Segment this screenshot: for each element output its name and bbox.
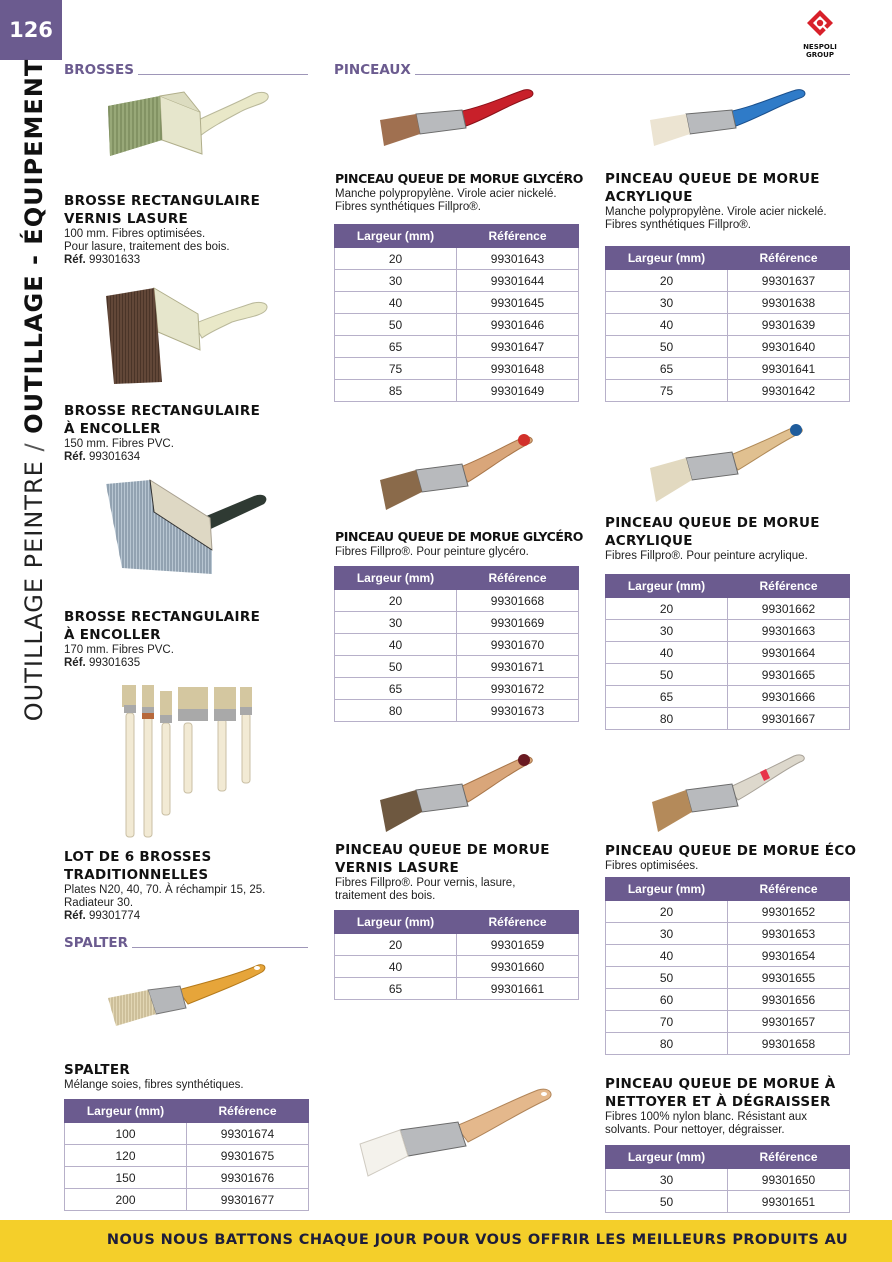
width-cell: 65 — [335, 336, 457, 358]
width-cell: 100 — [65, 1123, 187, 1145]
reference-cell: 99301677 — [187, 1189, 309, 1211]
product-desc: Plates N20, 40, 70. À réchampir 15, 25. — [64, 884, 266, 896]
product-title: À ENCOLLER — [64, 627, 161, 643]
product-title: SPALTER — [64, 1062, 131, 1078]
col-header-width: Largeur (mm) — [606, 247, 728, 270]
table-row — [606, 901, 850, 923]
reference-cell: 99301640 — [728, 336, 850, 358]
width-cell: 20 — [335, 934, 457, 956]
product-desc: Radiateur 30. — [64, 897, 134, 909]
section-title: PINCEAUX — [334, 62, 411, 78]
width-cell: 80 — [606, 708, 728, 730]
spalter-image — [108, 960, 268, 1030]
width-cell: 120 — [65, 1145, 187, 1167]
product-desc: solvants. Pour nettoyer, dégraisser. — [605, 1124, 785, 1136]
width-cell: 150 — [65, 1167, 187, 1189]
product-title: PINCEAU QUEUE DE MORUE — [605, 515, 820, 531]
reference-cell: 99301663 — [728, 620, 850, 642]
table-row — [335, 292, 579, 314]
pinceau-acrylique-wood-image — [648, 424, 806, 508]
table-row — [606, 923, 850, 945]
product-pinceau-vernis-lasure — [335, 841, 595, 903]
table-row — [606, 664, 850, 686]
table-row — [65, 1189, 309, 1211]
table-row — [335, 248, 579, 270]
table-row — [606, 292, 850, 314]
section-title: BROSSES — [64, 62, 134, 78]
col-header-width: Largeur (mm) — [606, 878, 728, 901]
reference-cell: 99301646 — [457, 314, 579, 336]
reference-cell: 99301670 — [457, 634, 579, 656]
col-header-reference: Référence — [457, 567, 579, 590]
table-row — [335, 612, 579, 634]
width-cell: 50 — [606, 664, 728, 686]
col-header-width: Largeur (mm) — [606, 1146, 728, 1169]
spec-table-pinceau-acrylique-2 — [605, 574, 850, 730]
page-number: 126 — [0, 0, 62, 60]
product-title: PINCEAU QUEUE DE MORUE ÉCO — [605, 843, 857, 859]
width-cell: 85 — [335, 380, 457, 402]
table-row — [335, 700, 579, 722]
width-cell: 65 — [335, 978, 457, 1000]
product-title: BROSSE RECTANGULAIRE — [64, 193, 261, 209]
product-desc: Pour lasure, traitement des bois. — [64, 241, 230, 253]
width-cell: 75 — [606, 380, 728, 402]
reference-cell: 99301645 — [457, 292, 579, 314]
width-cell: 75 — [335, 358, 457, 380]
reference-cell: 99301668 — [457, 590, 579, 612]
product-desc: 170 mm. Fibres PVC. — [64, 644, 174, 656]
table-row — [606, 642, 850, 664]
table-row — [606, 336, 850, 358]
reference-cell: 99301638 — [728, 292, 850, 314]
col-header-reference: Référence — [187, 1100, 309, 1123]
reference-cell: 99301652 — [728, 901, 850, 923]
col-header-reference: Référence — [728, 575, 850, 598]
brand-group: GROUP — [806, 51, 834, 59]
reference-cell: 99301660 — [457, 956, 579, 978]
product-pinceau-eco — [605, 842, 865, 873]
table-row — [335, 314, 579, 336]
col-header-reference: Référence — [728, 878, 850, 901]
spec-table-spalter — [64, 1099, 309, 1211]
reference-cell: 99301653 — [728, 923, 850, 945]
table-row — [65, 1145, 309, 1167]
product-ref: Réf. 99301774 — [64, 910, 141, 922]
spec-table-pinceau-glycero-2 — [334, 566, 579, 722]
reference-cell: 99301669 — [457, 612, 579, 634]
section-header-brosses — [64, 62, 308, 78]
width-cell: 50 — [606, 1191, 728, 1213]
table-row — [606, 1011, 850, 1033]
width-cell: 20 — [606, 901, 728, 923]
reference-cell: 99301661 — [457, 978, 579, 1000]
product-title: TRADITIONNELLES — [64, 867, 209, 883]
table-row — [606, 620, 850, 642]
table-row — [606, 598, 850, 620]
reference-cell: 99301656 — [728, 989, 850, 1011]
brush-set-image — [118, 683, 258, 839]
table-row — [606, 686, 850, 708]
product-desc: 150 mm. Fibres PVC. — [64, 438, 174, 450]
product-desc: Fibres Fillpro®. Pour peinture acrylique. — [605, 550, 808, 562]
table-row — [606, 380, 850, 402]
width-cell: 65 — [335, 678, 457, 700]
reference-cell: 99301672 — [457, 678, 579, 700]
product-title: PINCEAU QUEUE DE MORUE À — [605, 1076, 836, 1092]
product-pinceau-acrylique-1 — [605, 170, 865, 232]
product-spalter — [64, 1061, 314, 1092]
reference-cell: 99301649 — [457, 380, 579, 402]
section-title: SPALTER — [64, 935, 129, 951]
width-cell: 65 — [606, 358, 728, 380]
table-row — [335, 634, 579, 656]
col-header-reference: Référence — [457, 911, 579, 934]
product-desc: Fibres Fillpro®. Pour peinture glycéro. — [335, 546, 529, 558]
col-header-width: Largeur (mm) — [606, 575, 728, 598]
product-title: VERNIS LASURE — [64, 211, 189, 227]
width-cell: 50 — [606, 967, 728, 989]
table-row — [335, 336, 579, 358]
reference-cell: 99301658 — [728, 1033, 850, 1055]
table-row — [335, 678, 579, 700]
width-cell: 30 — [335, 270, 457, 292]
product-desc: Fibres synthétiques Fillpro®. — [605, 219, 751, 231]
table-row — [606, 1033, 850, 1055]
table-row — [65, 1123, 309, 1145]
width-cell: 40 — [335, 956, 457, 978]
reference-cell: 99301664 — [728, 642, 850, 664]
product-pinceau-nettoyer — [605, 1075, 875, 1137]
table-row — [335, 656, 579, 678]
reference-cell: 99301666 — [728, 686, 850, 708]
section-header-spalter — [64, 935, 308, 951]
pinceau-vernis-lasure-image — [378, 752, 536, 840]
product-title: BROSSE RECTANGULAIRE — [64, 609, 261, 625]
table-row — [335, 956, 579, 978]
table-row — [606, 314, 850, 336]
reference-cell: 99301675 — [187, 1145, 309, 1167]
product-title: LOT DE 6 BROSSES — [64, 849, 212, 865]
product-pinceau-glycero-2 — [335, 528, 595, 559]
width-cell: 200 — [65, 1189, 187, 1211]
col-header-width: Largeur (mm) — [335, 567, 457, 590]
table-row — [65, 1167, 309, 1189]
product-desc: Mélange soies, fibres synthétiques. — [64, 1079, 244, 1091]
width-cell: 20 — [606, 598, 728, 620]
width-cell: 40 — [606, 642, 728, 664]
product-lot-brosses — [64, 848, 314, 923]
width-cell: 40 — [335, 634, 457, 656]
width-cell: 30 — [335, 612, 457, 634]
table-row — [606, 1191, 850, 1213]
width-cell: 50 — [335, 656, 457, 678]
product-desc: Fibres synthétiques Fillpro®. — [335, 201, 481, 213]
product-title: PINCEAU QUEUE DE MORUE — [335, 842, 550, 858]
product-desc: Fibres optimisées. — [605, 860, 699, 872]
reference-cell: 99301647 — [457, 336, 579, 358]
table-row — [606, 708, 850, 730]
width-cell: 30 — [606, 1169, 728, 1191]
reference-cell: 99301673 — [457, 700, 579, 722]
reference-cell: 99301665 — [728, 664, 850, 686]
width-cell: 50 — [606, 336, 728, 358]
spec-table-pinceau-acrylique-1 — [605, 246, 850, 402]
product-desc: Fibres Fillpro®. Pour vernis, lasure, — [335, 877, 516, 889]
col-header-reference: Référence — [728, 1146, 850, 1169]
pinceau-glycero-red-image — [376, 86, 536, 156]
width-cell: 50 — [335, 314, 457, 336]
width-cell: 80 — [606, 1033, 728, 1055]
table-row — [606, 989, 850, 1011]
reference-cell: 99301676 — [187, 1167, 309, 1189]
reference-cell: 99301639 — [728, 314, 850, 336]
section-header-pinceaux — [334, 62, 850, 78]
table-row — [606, 1169, 850, 1191]
product-title: PINCEAU QUEUE DE MORUE GLYCÉRO — [335, 529, 583, 544]
width-cell: 20 — [335, 248, 457, 270]
reference-cell: 99301642 — [728, 380, 850, 402]
spec-table-pinceau-glycero-1 — [334, 224, 579, 402]
product-title: ACRYLIQUE — [605, 533, 693, 549]
table-row — [335, 590, 579, 612]
col-header-reference: Référence — [728, 247, 850, 270]
width-cell: 40 — [606, 945, 728, 967]
table-row — [335, 358, 579, 380]
table-row — [606, 967, 850, 989]
footer-banner — [0, 1220, 892, 1262]
reference-cell: 99301650 — [728, 1169, 850, 1191]
reference-cell: 99301667 — [728, 708, 850, 730]
width-cell: 70 — [606, 1011, 728, 1033]
width-cell: 20 — [606, 270, 728, 292]
brand-name: NESPOLI — [803, 43, 837, 51]
col-header-reference: Référence — [457, 225, 579, 248]
table-row — [606, 945, 850, 967]
width-cell: 40 — [335, 292, 457, 314]
table-row — [606, 358, 850, 380]
category-light: OUTILLAGE PEINTRE — [20, 460, 48, 722]
product-title: À ENCOLLER — [64, 421, 161, 437]
product-title: BROSSE RECTANGULAIRE — [64, 403, 261, 419]
reference-cell: 99301654 — [728, 945, 850, 967]
table-row — [335, 270, 579, 292]
width-cell: 60 — [606, 989, 728, 1011]
spec-table-pinceau-nettoyer — [605, 1145, 850, 1213]
footer-banner-text: NOUS NOUS BATTONS CHAQUE JOUR POUR VOUS OFFRIR LES MEILLEURS PRODUITS AU — [106, 1232, 848, 1248]
col-header-width: Largeur (mm) — [65, 1100, 187, 1123]
reference-cell: 99301657 — [728, 1011, 850, 1033]
width-cell: 30 — [606, 923, 728, 945]
product-title: PINCEAU QUEUE DE MORUE — [605, 171, 820, 187]
table-row — [606, 270, 850, 292]
category-vertical-title — [8, 58, 60, 722]
reference-cell: 99301644 — [457, 270, 579, 292]
width-cell: 80 — [335, 700, 457, 722]
reference-cell: 99301662 — [728, 598, 850, 620]
category-bold: OUTILLAGE - ÉQUIPEMENT — [20, 58, 48, 434]
pinceau-acrylique-blue-image — [646, 86, 808, 156]
width-cell: 40 — [606, 314, 728, 336]
width-cell: 20 — [335, 590, 457, 612]
product-title: VERNIS LASURE — [335, 860, 460, 876]
product-title: PINCEAU QUEUE DE MORUE GLYCÉRO — [335, 171, 583, 186]
brand-logo — [790, 8, 850, 60]
product-pinceau-acrylique-2 — [605, 514, 865, 563]
product-pinceau-glycero-1 — [335, 170, 595, 214]
product-brosse-encoller-170 — [64, 608, 314, 670]
reference-cell: 99301655 — [728, 967, 850, 989]
table-row — [335, 978, 579, 1000]
spec-table-pinceau-vernis-lasure — [334, 910, 579, 1000]
brush-lasure-image — [100, 84, 275, 184]
reference-cell: 99301671 — [457, 656, 579, 678]
product-ref: Réf. 99301635 — [64, 657, 141, 669]
product-ref: Réf. 99301633 — [64, 254, 141, 266]
col-header-width: Largeur (mm) — [335, 911, 457, 934]
reference-cell: 99301651 — [728, 1191, 850, 1213]
pinceau-glycero-wood-image — [378, 432, 536, 522]
table-row — [335, 934, 579, 956]
col-header-width: Largeur (mm) — [335, 225, 457, 248]
brush-encoller-170-image — [104, 478, 270, 578]
product-desc: Manche polypropylène. Virole acier nickelé. — [605, 206, 827, 218]
product-title: ACRYLIQUE — [605, 189, 693, 205]
reference-cell: 99301648 — [457, 358, 579, 380]
category-separator: / — [20, 442, 48, 452]
product-desc: 100 mm. Fibres optimisées. — [64, 228, 206, 240]
reference-cell: 99301659 — [457, 934, 579, 956]
width-cell: 30 — [606, 620, 728, 642]
product-desc: traitement des bois. — [335, 890, 436, 902]
pinceau-eco-image — [650, 752, 808, 836]
reference-cell: 99301641 — [728, 358, 850, 380]
pinceau-nettoyer-image — [360, 1086, 556, 1182]
brand-logo-icon — [802, 8, 838, 38]
product-desc: Manche polypropylène. Virole acier nickelé. — [335, 188, 557, 200]
width-cell: 65 — [606, 686, 728, 708]
product-title: NETTOYER ET À DÉGRAISSER — [605, 1094, 831, 1110]
reference-cell: 99301674 — [187, 1123, 309, 1145]
brush-encoller-150-image — [102, 284, 274, 394]
reference-cell: 99301643 — [457, 248, 579, 270]
product-ref: Réf. 99301634 — [64, 451, 141, 463]
product-brosse-encoller-150 — [64, 402, 314, 464]
width-cell: 30 — [606, 292, 728, 314]
reference-cell: 99301637 — [728, 270, 850, 292]
table-row — [335, 380, 579, 402]
product-brosse-lasure — [64, 192, 314, 267]
product-desc: Fibres 100% nylon blanc. Résistant aux — [605, 1111, 807, 1123]
spec-table-pinceau-eco — [605, 877, 850, 1055]
